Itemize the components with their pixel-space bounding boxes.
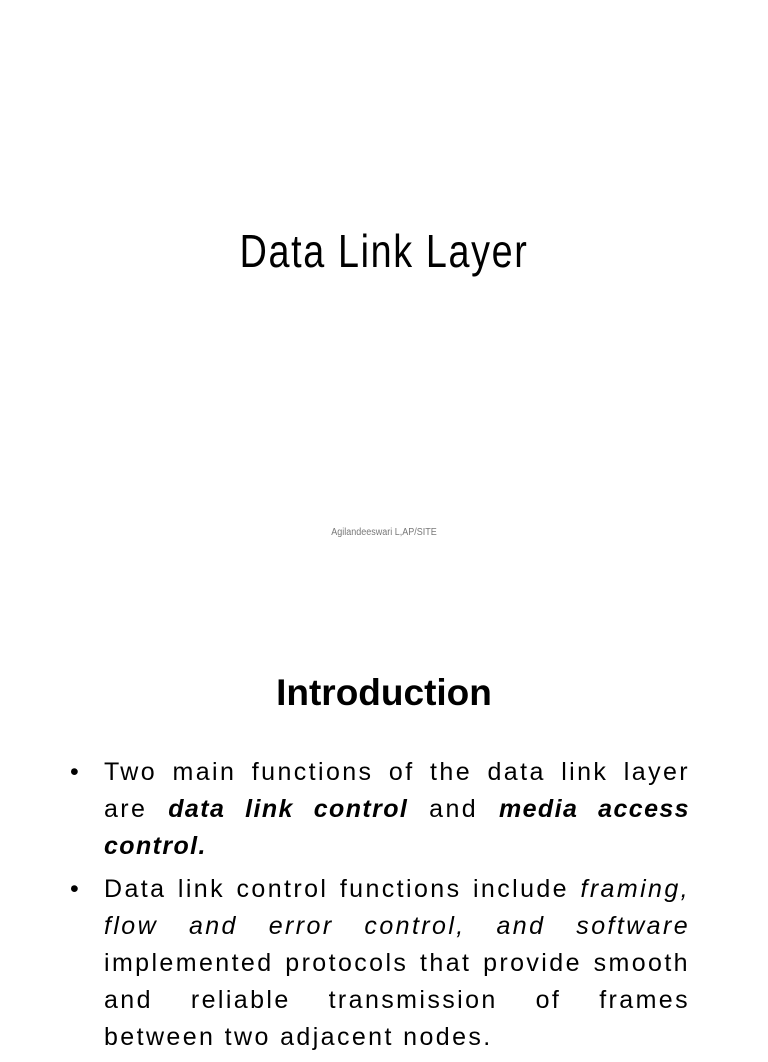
slide-title: Data Link Layer xyxy=(239,225,529,277)
emphasis-media-access-control: media access control. xyxy=(104,795,690,860)
bullet-text: and xyxy=(408,795,499,823)
bullet-item-dlc-functions xyxy=(70,871,690,1056)
bullet-dot-icon: • xyxy=(70,875,82,903)
emphasis-framing: framing, flow and error control, and software xyxy=(104,875,690,940)
bullet-text: Two main functions of the data link layer are xyxy=(104,758,690,823)
emphasis-data-link-control: data link control xyxy=(168,795,409,823)
author-credit: Agilandeeswari L,AP/SITE xyxy=(331,527,437,538)
introduction-heading: Introduction xyxy=(276,672,492,713)
bullet-item-functions xyxy=(70,754,690,865)
bullet-text: Data link control functions include xyxy=(104,875,581,903)
introduction-slide xyxy=(0,640,768,1051)
bullet-text: implemented protocols that provide smooth and reliable transmission of frames between two adjacent nodes. xyxy=(104,949,690,1051)
bullet-list xyxy=(70,754,690,1062)
bullet-dot-icon: • xyxy=(70,758,82,786)
